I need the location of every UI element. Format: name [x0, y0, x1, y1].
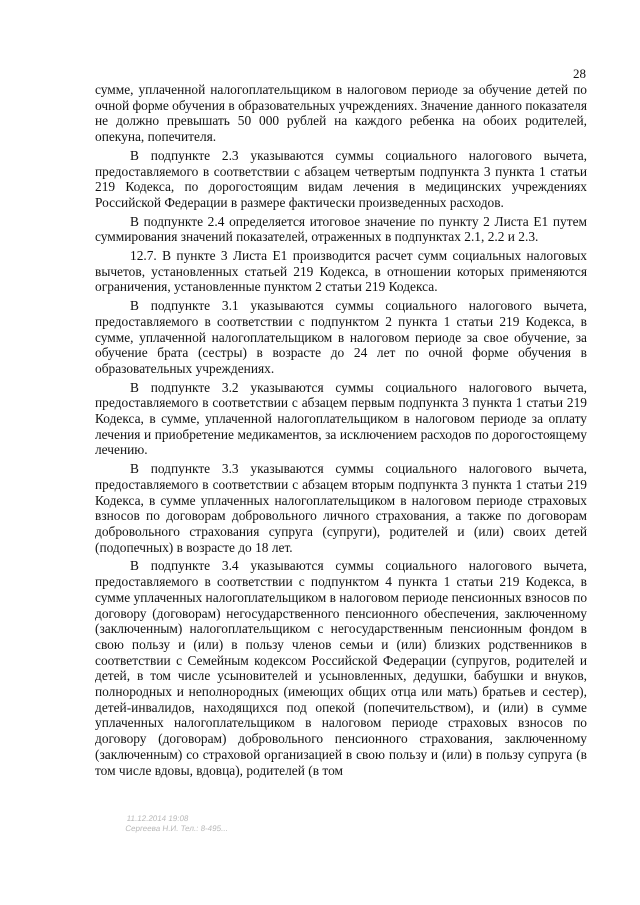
- paragraph-3-2: В подпункте 3.2 указываются суммы социального налогового вычета, предоставляемого в соответствии с абзацем первым подпункта 3 пункта 1 статьи 219 Кодекса, в сумме, уплаченной налогоплательщиком в налоговом периоде за оплату лечения и приобретение медикаментов, за исключением расходов по дорогостоящему лечению.: [95, 379, 587, 458]
- document-body: [95, 82, 587, 781]
- paragraph-3-3: В подпункте 3.3 указываются суммы социального налогового вычета, предоставляемого в соответствии с абзацем вторым подпункта 3 пункта 1 статьи 219 Кодекса, в сумме уплаченных налогоплательщиком в налоговом периоде страховых взносов по договорам добровольного личного страхования, а также по договорам добровольного страхования супруга (супруги), родителей и (или) своих детей (подопечных) в возрасте до 18 лет.: [95, 461, 587, 555]
- paragraph-3-1: В подпункте 3.1 указываются суммы социального налогового вычета, предоставляемого в соответствии с подпунктом 2 пункта 1 статьи 219 Кодекса, в сумме, уплаченной налогоплательщиком в налоговом периоде за свое обучение, за обучение брата (сестры) в возрасте до 24 лет по очной форме обучения в образовательных учреждениях.: [95, 298, 587, 376]
- paragraph-3-4: В подпункте 3.4 указываются суммы социального налогового вычета, предоставляемого в соответствии с подпунктом 4 пункта 1 статьи 219 Кодекса, в сумме уплаченных налогоплательщиком в налоговом периоде пенсионных взносов по договору (договорам) негосударственного пенсионного обеспечения, заключенному (заключенным) налогоплательщиком с негосударственным пенсионным фондом в свою пользу и (или) в пользу членов семьи и (или) близких родственников в соответствии с Семейным кодексом Российской Федерации (супругов, родителей и детей, в том числе усыновителей и усыновленных, дедушки, бабушки и внуков, полнородных и неполнородных (имеющих общих отца или мать) братьев и сестер), детей-инвалидов, находящихся под опекой (попечительством), и (или) в сумме уплаченных налогоплательщиком в налоговом периоде страховых взносов по договору (договорам) добровольного пенсионного страхования, заключенному (заключенным) со страховой организацией в свою пользу и (или) в пользу супруга (в том числе вдовы, вдовца), родителей (в том: [95, 558, 588, 778]
- footer-stamp: [125, 814, 230, 834]
- stamp-line-date: 11.12.2014 19:08: [126, 814, 190, 823]
- page-number: 28: [573, 66, 586, 81]
- paragraph-2-4: В подпункте 2.4 определяется итоговое значение по пункту 2 Листа Е1 путем суммирования значений показателей, отраженных в подпунктах 2.1, 2.2 и 2.3.: [95, 213, 587, 245]
- stamp-line-author: Сергеева Н.И. Тел.: 8-495...: [124, 824, 229, 833]
- paragraph-continuation: сумме, уплаченной налогоплательщиком в налоговом периоде за обучение детей по очной форме обучения в образовательных учреждениях. Значение данного показателя не должно превышать 50 000 рублей на каждого ребенка на обоих родителей, опекуна, попечителя.: [95, 82, 587, 145]
- paragraph-12-7: 12.7. В пункте 3 Листа Е1 производится расчет сумм социальных налоговых вычетов, установленных статьей 219 Кодекса, в отношении которых применяются ограничения, установленные пунктом 2 статьи 219 Кодекса.: [95, 248, 587, 295]
- paragraph-2-3: В подпункте 2.3 указываются суммы социального налогового вычета, предоставляемого в соответствии с абзацем четвертым подпункта 3 пункта 1 статьи 219 Кодекса, по дорогостоящим видам лечения в медицинских учреждениях Российской Федерации в размере фактически произведенных расходов.: [95, 147, 587, 210]
